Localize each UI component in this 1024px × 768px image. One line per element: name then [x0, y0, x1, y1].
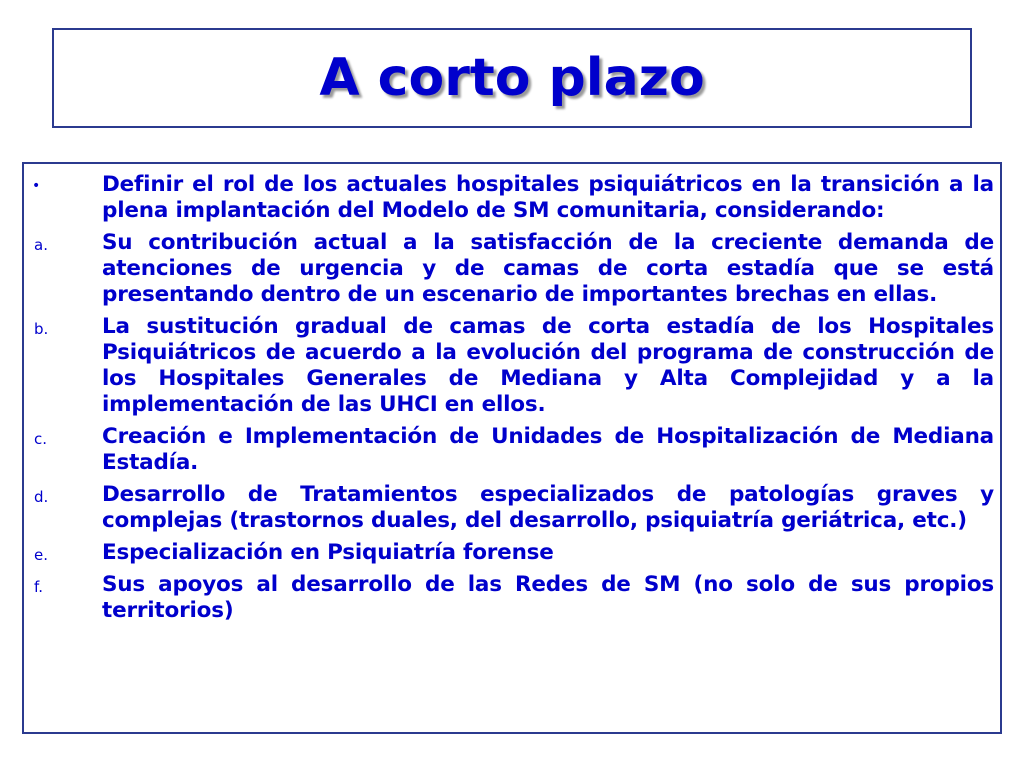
item-list: [24, 172, 1000, 630]
list-item-b: [24, 314, 1000, 418]
title-box: [52, 28, 972, 128]
intro-item-text: Definir el rol de los actuales hospitales psiquiátricos en la transición a la plena implantación del Modelo de SM comunitaria, considerando:: [102, 172, 994, 223]
intro-item: [24, 172, 1000, 224]
list-item-d: [24, 482, 1000, 534]
list-item-e: [24, 540, 1000, 566]
list-item-a-text: Su contribución actual a la satisfacción de la creciente demanda de atenciones de urgencia y de camas de corta estadía que se está presentando dentro de un escenario de importantes brechas en ellas.: [102, 230, 994, 307]
bullet-icon: •: [32, 178, 41, 194]
list-marker-c: c.: [34, 430, 48, 448]
list-item-e-text: Especialización en Psiquiatría forense: [102, 540, 554, 565]
list-item-d-text: Desarrollo de Tratamientos especializados de patologías graves y complejas (trastornos duales, del desarrollo, psiquiatría geriátrica, etc.): [102, 482, 994, 533]
list-marker-b: b.: [34, 320, 49, 338]
list-item-f-text: Sus apoyos al desarrollo de las Redes de SM (no solo de sus propios territorios): [102, 572, 994, 623]
list-marker-f: f.: [34, 578, 43, 596]
list-item-a: [24, 230, 1000, 308]
list-item-c: [24, 424, 1000, 476]
list-item-b-text: La sustitución gradual de camas de corta estadía de los Hospitales Psiquiátricos de acuerdo a la evolución del programa de construcción de los Hospitales Generales de Mediana y Alta Complejidad y a la implementación de las UHCI en ellos.: [102, 314, 994, 417]
list-item-c-text: Creación e Implementación de Unidades de Hospitalización de Mediana Estadía.: [102, 424, 994, 475]
list-marker-a: a.: [34, 236, 48, 254]
list-marker-d: d.: [34, 488, 49, 506]
list-marker-e: e.: [34, 546, 48, 564]
list-item-f: [24, 572, 1000, 624]
content-box: [22, 162, 1002, 734]
slide-title: A corto plazo: [319, 48, 705, 108]
